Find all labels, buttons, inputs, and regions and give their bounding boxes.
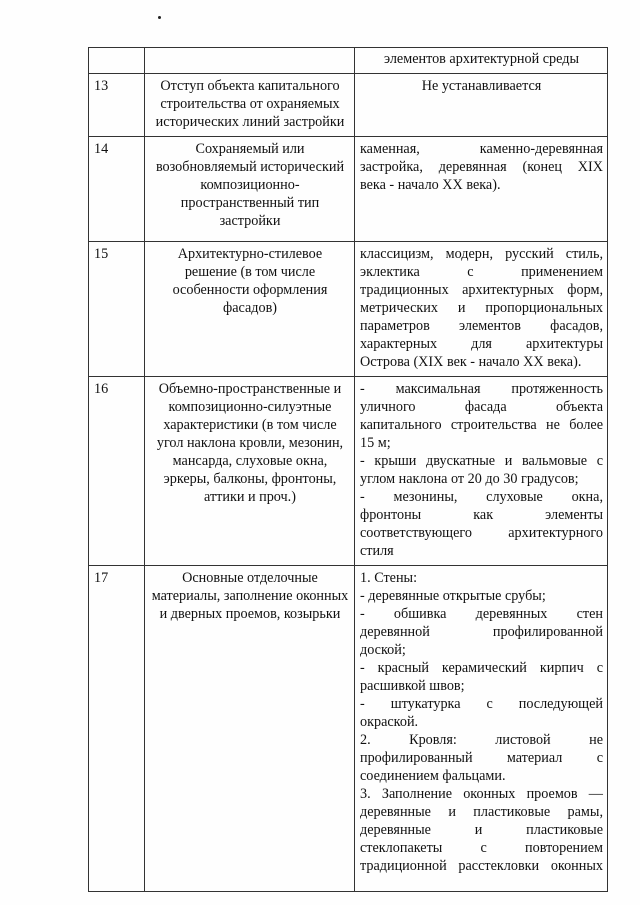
value-line: деревянные и пластиковые рамы, — [360, 804, 603, 820]
parameter-name: Основные отделочные материалы, заполнение оконных и дверных проемов, козырьки — [145, 566, 355, 892]
value-line: элементов архитектурной среды — [384, 51, 579, 67]
value-line: уличного фасада объекта — [360, 399, 603, 415]
value-line: характерных для архитектуры — [360, 336, 603, 352]
value-line: капитального строительства не более — [360, 417, 603, 433]
parameter-name: Отступ объекта капитального строительства от охраняемых исторических линий застройки — [145, 74, 355, 137]
parameter-name — [145, 48, 355, 74]
row-number: 15 — [89, 242, 145, 377]
value-line: - мезонины, слуховые окна, — [360, 489, 603, 505]
parameter-name: Архитектурно-стилевое решение (в том числе особенности оформления фасадов) — [145, 242, 355, 377]
value-line: стеклопакеты с повторением — [360, 840, 603, 856]
value-line: профилированный материал с — [360, 750, 603, 766]
value-line: 3. Заполнение оконных проемов — — [360, 786, 603, 802]
value-line: деревянные и пластиковые — [360, 822, 603, 838]
scan-dot-mark — [158, 16, 161, 19]
value-line: фронтоны как элементы — [360, 507, 603, 523]
parameter-value — [355, 242, 608, 377]
value-line: каменная, каменно-деревянная — [360, 141, 603, 157]
parameter-value — [355, 48, 608, 74]
value-line: доской; — [360, 642, 406, 658]
value-line: эклектика с применением — [360, 264, 603, 280]
row-number: 16 — [89, 377, 145, 566]
value-line: века - начало XX века). — [360, 177, 501, 193]
value-line: метрических и пропорциональных — [360, 300, 603, 316]
parameter-value — [355, 74, 608, 137]
table-row — [89, 74, 608, 137]
value-line: 2. Кровля: листовой не — [360, 732, 603, 748]
value-line: 15 м; — [360, 435, 391, 451]
value-line: традиционных архитектурных форм, — [360, 282, 603, 298]
value-line: - обшивка деревянных стен — [360, 606, 603, 622]
table-row — [89, 566, 608, 892]
value-line: 1. Стены: — [360, 570, 418, 586]
value-line: - крыши двускатные и вальмовые с — [360, 453, 603, 469]
regulations-table — [88, 47, 608, 892]
value-line: стиля — [360, 543, 394, 559]
value-line: соединением фальцами. — [360, 768, 506, 784]
value-line: расшивкой швов; — [360, 678, 465, 694]
value-line: - максимальная протяженность — [360, 381, 603, 397]
value-line: углом наклона от 20 до 30 градусов; — [360, 471, 579, 487]
table-row — [89, 242, 608, 377]
row-number: 17 — [89, 566, 145, 892]
value-line: традиционной расстекловки оконных — [360, 858, 603, 874]
value-line: - штукатурка с последующей — [360, 696, 603, 712]
parameter-value — [355, 137, 608, 242]
value-line: параметров элементов фасадов, — [360, 318, 603, 334]
value-line: классицизм, модерн, русский стиль, — [360, 246, 603, 262]
value-line: Острова (XIX век - начало XX века). — [360, 354, 582, 370]
table-row — [89, 377, 608, 566]
value-line: окраской. — [360, 714, 419, 730]
value-line: деревянной профилированной — [360, 624, 603, 640]
parameter-name: Сохраняемый или возобновляемый исторический композиционно-пространственный тип застройки — [145, 137, 355, 242]
parameter-value — [355, 377, 608, 566]
row-number: 13 — [89, 74, 145, 137]
value-line: застройка, деревянная (конец XIX — [360, 159, 603, 175]
parameter-name: Объемно-пространственные и композиционно-силуэтные характеристики (в том числе угол наклона кровли, мезонин, мансарда, слуховые окна, эркеры, балконы, фронтоны, аттики и проч.) — [145, 377, 355, 566]
table-body — [89, 48, 608, 892]
value-line: - деревянные открытые срубы; — [360, 588, 546, 604]
table-row — [89, 137, 608, 242]
parameter-value — [355, 566, 608, 892]
row-number — [89, 48, 145, 74]
value-line: Не устанавливается — [421, 78, 542, 94]
value-line: соответствующего архитектурного — [360, 525, 603, 541]
value-line: - красный керамический кирпич с — [360, 660, 603, 676]
row-number: 14 — [89, 137, 145, 242]
table-row — [89, 48, 608, 74]
